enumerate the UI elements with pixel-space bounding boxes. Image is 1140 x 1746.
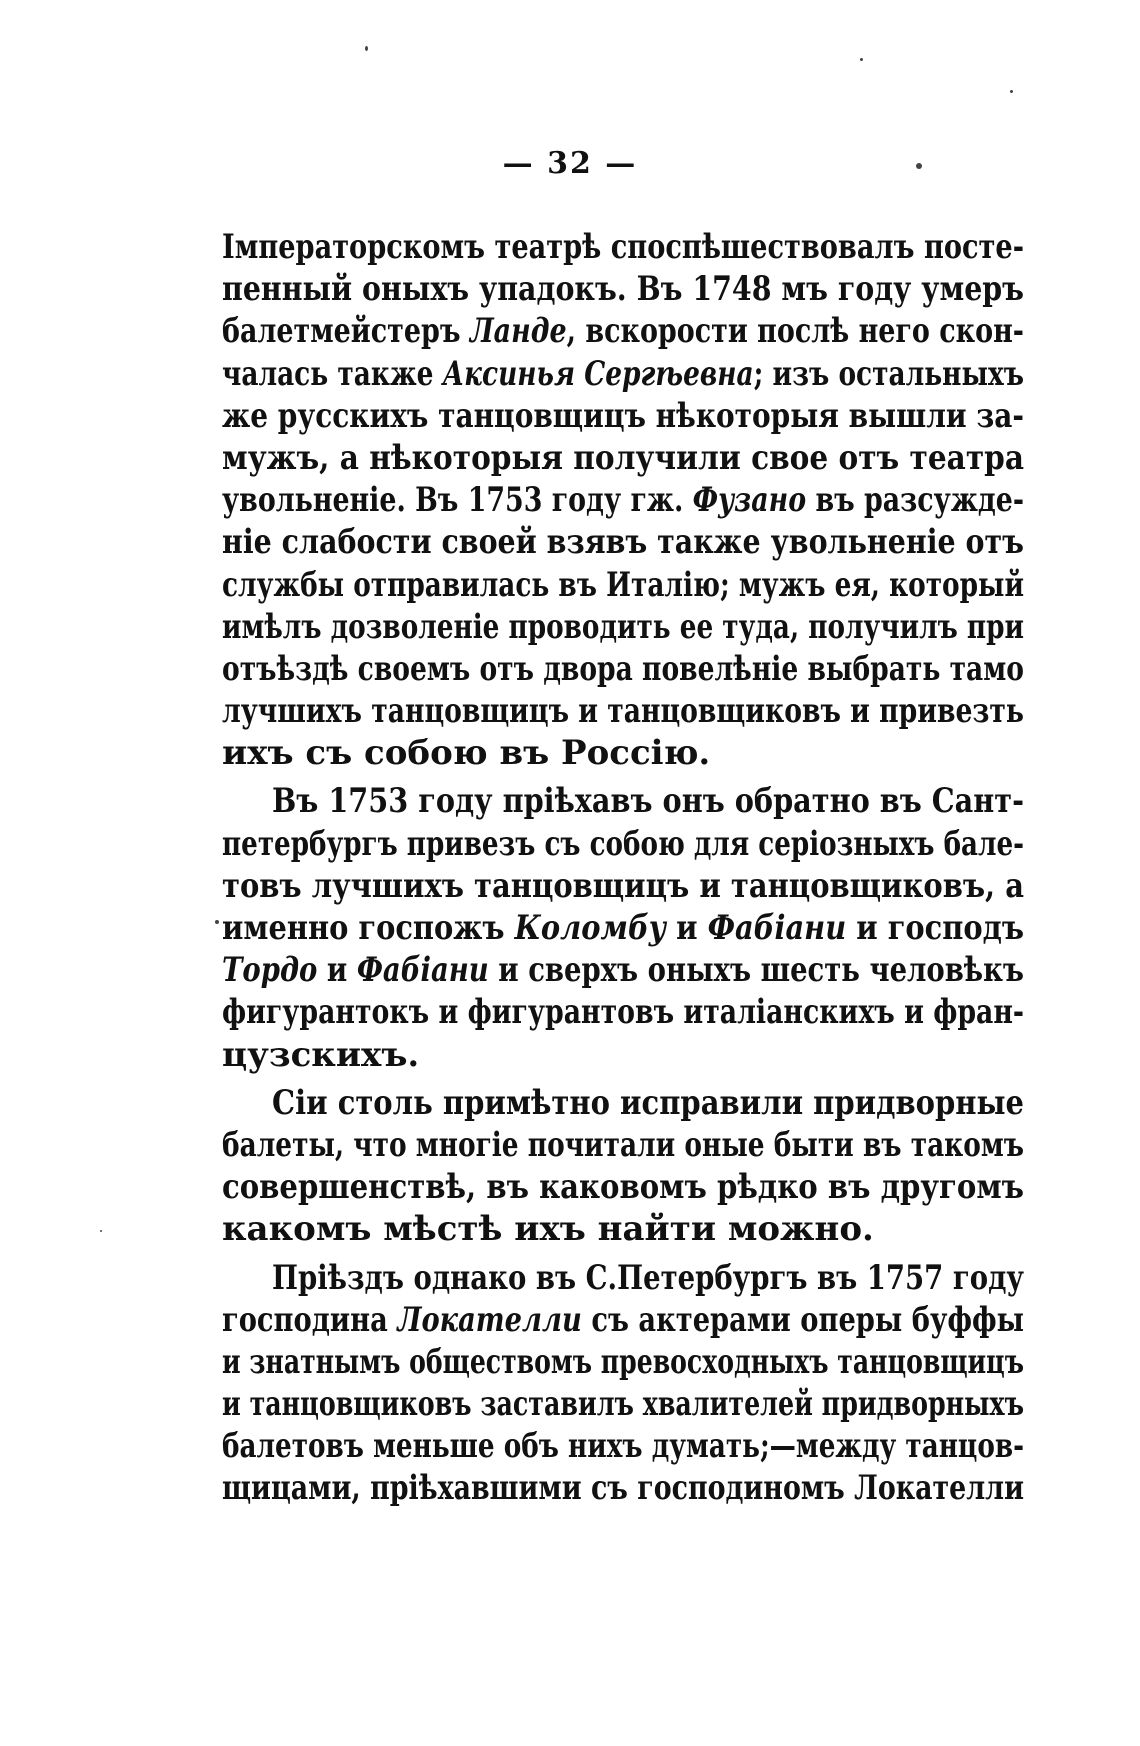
scan-speck xyxy=(365,46,368,51)
text-line xyxy=(222,1208,1024,1250)
line-text: ихъ съ собою въ Россію. xyxy=(222,733,711,774)
line-text: и xyxy=(317,950,357,991)
line-text: и сверхъ оныхъ шесть человѣкъ xyxy=(488,950,1025,991)
text-line xyxy=(222,310,1024,352)
paragraph-start-line xyxy=(222,1082,1024,1124)
line-text: Сіи столь примѣтно исправили придворные xyxy=(272,1082,1024,1123)
line-text: цузскихъ. xyxy=(222,1034,420,1075)
text-line xyxy=(222,1467,1024,1509)
text-line xyxy=(222,353,1024,395)
line-text: товъ лучшихъ танцовщицъ и танцовщиковъ, а xyxy=(222,865,1024,906)
text-line xyxy=(222,395,1024,437)
text-line xyxy=(222,1341,1024,1383)
line-text: Імператорскомъ театрѣ споспѣшествовалъ посте- xyxy=(222,227,1024,267)
line-text: щицами, пріѣхавшими съ господиномъ Локателли xyxy=(222,1468,1024,1509)
text-line xyxy=(222,1299,1024,1341)
text-line xyxy=(222,268,1024,310)
italic-name: Фабіани xyxy=(707,908,847,948)
line-text: чалась также xyxy=(222,353,443,394)
page-number: — 32 — xyxy=(502,146,638,181)
line-text: совершенствѣ, въ каковомъ рѣдко въ другомъ xyxy=(222,1167,1024,1208)
text-line xyxy=(222,1124,1024,1166)
text-line xyxy=(222,907,1024,949)
line-text: лучшихъ танцовщицъ и танцовщиковъ и привезть xyxy=(222,691,1024,732)
italic-name: Коломбу xyxy=(514,908,667,948)
line-text: имѣлъ дозволеніе проводить ее туда, получилъ при xyxy=(222,606,1024,647)
scan-speck xyxy=(1010,90,1013,93)
text-line xyxy=(222,479,1024,521)
line-text: именно госпожъ xyxy=(222,908,515,948)
text-line xyxy=(222,991,1024,1033)
line-text: балетмейстеръ xyxy=(222,311,470,352)
text-line xyxy=(222,732,1024,774)
text-line xyxy=(222,1166,1024,1208)
italic-name: Фабіани xyxy=(356,950,489,991)
line-text: и знатнымъ обществомъ превосходныхъ танцовщицъ xyxy=(222,1341,1024,1382)
line-text: господина xyxy=(222,1299,398,1340)
text-line xyxy=(222,564,1024,606)
line-text: , вскорости послѣ него скон- xyxy=(566,311,1024,352)
text-line xyxy=(222,648,1024,690)
scan-speck xyxy=(916,163,922,169)
italic-name: Локателли xyxy=(397,1299,582,1340)
italic-name: Аксинья Сергѣевна xyxy=(442,353,754,394)
paragraph-start-line xyxy=(222,780,1024,822)
line-text: ніе слабости своей взявъ также увольненіе отъ xyxy=(222,522,1024,563)
line-text: съ актерами оперы буффы xyxy=(581,1299,1024,1340)
italic-name: Ланде xyxy=(469,311,567,352)
text-line xyxy=(222,1425,1024,1467)
text-line xyxy=(222,865,1024,907)
line-text: и xyxy=(666,908,708,948)
line-text: фигурантокъ и фигурантовъ италіанскихъ и фран- xyxy=(222,992,1024,1033)
line-text: отъѣздѣ своемъ отъ двора повелѣніе выбрать тамо xyxy=(222,648,1024,689)
line-text: и танцовщиковъ заставилъ хвалителей придворныхъ xyxy=(222,1384,1024,1425)
line-text: Въ 1753 году пріѣхавъ онъ обратно въ Сант- xyxy=(272,781,1024,822)
text-line xyxy=(222,690,1024,732)
text-line xyxy=(222,606,1024,648)
line-text: пенный оныхъ упадокъ. Въ 1748 мъ году умеръ xyxy=(222,269,1024,310)
line-text: въ разсужде- xyxy=(806,480,1024,521)
text-line xyxy=(222,437,1024,479)
line-text: увольненіе. Въ 1753 году гж. xyxy=(222,480,693,521)
line-text: какомъ мѣстѣ ихъ найти можно. xyxy=(222,1209,874,1250)
text-line xyxy=(222,1383,1024,1425)
line-text: балеты, что многіе почитали оные быти въ такомъ xyxy=(222,1124,1024,1165)
line-text: же русскихъ танцовщицъ нѣкоторыя вышли за- xyxy=(222,395,1024,436)
scan-speck xyxy=(215,920,219,924)
italic-name: Фузано xyxy=(692,480,807,521)
scan-speck xyxy=(100,1230,102,1232)
text-line xyxy=(222,226,1024,268)
line-text: Пріѣздъ однако въ С.Петербургъ въ 1757 году xyxy=(272,1257,1024,1298)
text-line xyxy=(222,521,1024,563)
line-text: балетовъ меньше объ нихъ думать;—между танцов- xyxy=(222,1426,1024,1467)
text-line xyxy=(222,823,1024,865)
body-text xyxy=(222,226,1024,1510)
text-line xyxy=(222,949,1024,991)
italic-name: Тордо xyxy=(222,950,318,991)
line-text: петербургъ привезъ съ собою для серіозныхъ бале- xyxy=(222,823,1024,864)
text-line xyxy=(222,1034,1024,1076)
paragraph-start-line xyxy=(222,1257,1024,1299)
scan-speck xyxy=(860,58,863,61)
line-text: службы отправилась въ Италію; мужъ ея, который xyxy=(222,564,1024,605)
line-text: ; изъ остальныхъ xyxy=(753,353,1024,394)
line-text: и господъ xyxy=(846,908,1024,948)
line-text: мужъ, а нѣкоторыя получили свое отъ театра xyxy=(222,437,1024,478)
